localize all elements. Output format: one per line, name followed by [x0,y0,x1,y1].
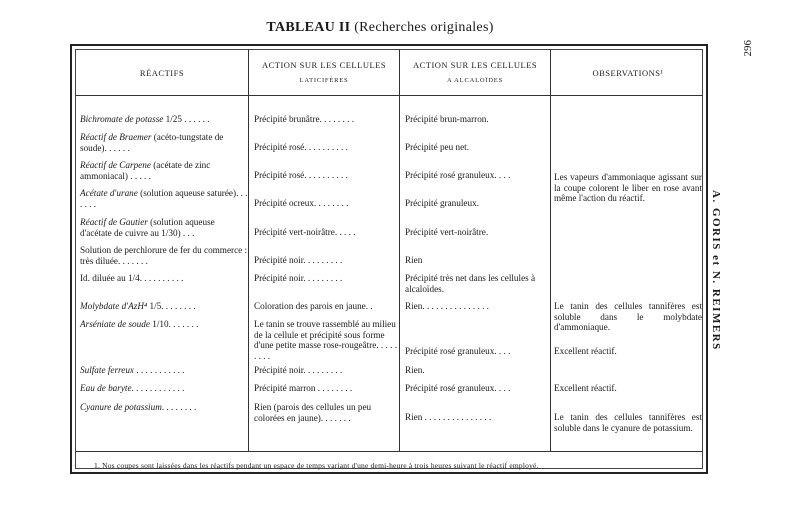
header-reactifs [76,50,248,95]
laticiferes-cell: Le tanin se trouve rassemblé au milieu de la cellule et précipité sous forme d'une petite masse rose-rougeâtre. . . . . . . . . [254,319,397,361]
reagent-cell [80,160,248,181]
laticiferes-cell: Précipité rosé. . . . . . . . . . [254,170,348,180]
footnote: 1. Nos coupes sont laissées dans les réactifs pendant un espace de temps variant d'une demi-heure à trois heures suivant le réactif employé. [94,461,539,470]
reagent-cell [80,217,248,238]
alcaloides-cell: Rien . . . . . . . . . . . . . . . [405,412,492,422]
alcaloides-cell: Précipité peu net. [405,142,470,152]
reagent-cell [80,188,248,209]
reagent-detail: 1/10. . . . . . . [149,319,199,329]
reagent-cell [80,319,248,330]
header-observations-label: OBSERVATIONS¹ [592,67,664,78]
laticiferes-cell: Coloration des parois en jaune. . [254,301,373,311]
laticiferes-cell: Précipité brunâtre. . . . . . . . [254,114,355,124]
reagent-name: Bichromate de potasse [80,114,164,124]
laticiferes-cell: Rien (parois des cellules un peu colorées en jaune). . . . . . . [254,402,372,423]
alcaloides-cell: Précipité rosé granuleux. . . . [405,346,511,356]
reagent-name: Cyanure de potassium [80,402,162,412]
laticiferes-cell: Précipité noir. . . . . . . . . [254,255,343,265]
reagent-name: Réactif de Carpene [80,160,151,170]
observation-cell: Excellent réactif. [554,383,617,393]
footnote-separator [75,451,703,452]
laticiferes-cell: Précipité noir. . . . . . . . . [254,365,343,375]
reagent-detail: Solution de perchlorure de fer du commerce : très diluée. . . . . . . [80,245,248,266]
observation-cell: Le tanin des cellules tannifères est soluble dans le cyanure de potassium. [554,412,702,433]
laticiferes-cell: Précipité noir. . . . . . . . . [254,273,343,283]
alcaloides-cell: Précipité brun-marron. [405,114,489,124]
reagent-name: Réactif de Gautier [80,217,148,227]
reagent-detail: (solution aqueuse d'acétate de cuivre au 1/30) . . . [80,217,215,238]
reagent-cell [80,132,248,153]
reagent-name: Réactif de Braemer [80,132,152,142]
reagent-name: Arséniate de soude [80,319,150,329]
reagent-cell [80,365,248,376]
reagent-detail: 1/25 . . . . . . [163,114,210,124]
alcaloides-cell: Rien. . . . . . . . . . . . . . . [405,301,489,311]
header-reactifs-label: RÉACTIFS [139,67,185,78]
header-laticiferes-line2: LATICIFÈRES [299,76,349,84]
alcaloides-cell: Précipité rosé granuleux. . . . [405,383,511,393]
header-separator [75,95,703,96]
reagent-detail: (solution aqueuse saturée). . . . . . . [80,188,248,209]
laticiferes-cell: Précipité rosé. . . . . . . . . . [254,142,348,152]
alcaloides-cell: Rien. [405,365,425,375]
laticiferes-cell: Précipité ocreux. . . . . . . . [254,198,349,208]
table-title-main: TABLEAU II [266,20,351,35]
alcaloides-cell: Précipité rosé granuleux. . . . [405,170,511,180]
alcaloides-cell: Précipité granuleux. [405,198,479,208]
observation-cell: Les vapeurs d'ammoniaque agissant sur la coupe colorent le liber en rose avant même l'action du réactif. [554,172,702,203]
header-observations [551,50,705,95]
alcaloides-cell: Précipité très net dans les cellules à alcaloïdes. [405,273,536,294]
reagent-name: Eau de baryte [80,383,132,393]
reagent-detail: Id. diluée au 1/4. . . . . . . . . . [80,273,184,283]
reagent-detail: . . . . . . . . . . . . [131,383,185,393]
column-divider [248,49,249,451]
table-title-sub: (Recherches originales) [354,20,494,35]
reagent-detail: (acétate de zinc ammoniacal) . . . . . [80,160,211,181]
reagent-detail: 1/5. . . . . . . . [147,301,196,311]
reagent-detail: . . . . . . . . . . . [134,365,185,375]
table-title [0,20,760,36]
observation-cell: Le tanin des cellules tannifères est soluble dans le molybdate d'ammoniaque. [554,301,702,332]
alcaloides-cell: Rien [405,255,423,265]
laticiferes-cell: Précipité vert-noirâtre. . . . . [254,227,356,237]
table-frame [70,44,708,474]
reagent-detail: (acéto-tungstate de soude). . . . . . [80,132,224,153]
reagent-cell [80,114,248,125]
observation-cell: Excellent réactif. [554,346,617,356]
header-alcaloides-line2: A ALCALOÏDES [446,76,503,84]
reagent-cell [80,245,248,266]
reagent-name: Acétate d'urane [80,188,138,198]
reagent-detail: . . . . . . . . [161,402,197,412]
laticiferes-cell: Précipité marron . . . . . . . . [254,383,353,393]
reagent-name: Molybdate d'AzH⁴ [80,301,148,311]
page-number: 296 [742,40,754,57]
reagent-cell [80,301,248,312]
running-head: A. GORIS et N. REIMERS [710,190,722,351]
reagent-cell [80,273,248,284]
alcaloides-cell: Précipité vert-noirâtre. [405,227,489,237]
reagent-cell [80,383,248,394]
header-laticiferes [249,50,399,95]
header-laticiferes-line1: ACTION SUR LES CELLULES [261,59,387,70]
header-alcaloides [400,50,550,95]
reagent-cell [80,402,248,413]
header-alcaloides-line1: ACTION SUR LES CELLULES [412,59,538,70]
reagent-name: Sulfate ferreux [80,365,135,375]
